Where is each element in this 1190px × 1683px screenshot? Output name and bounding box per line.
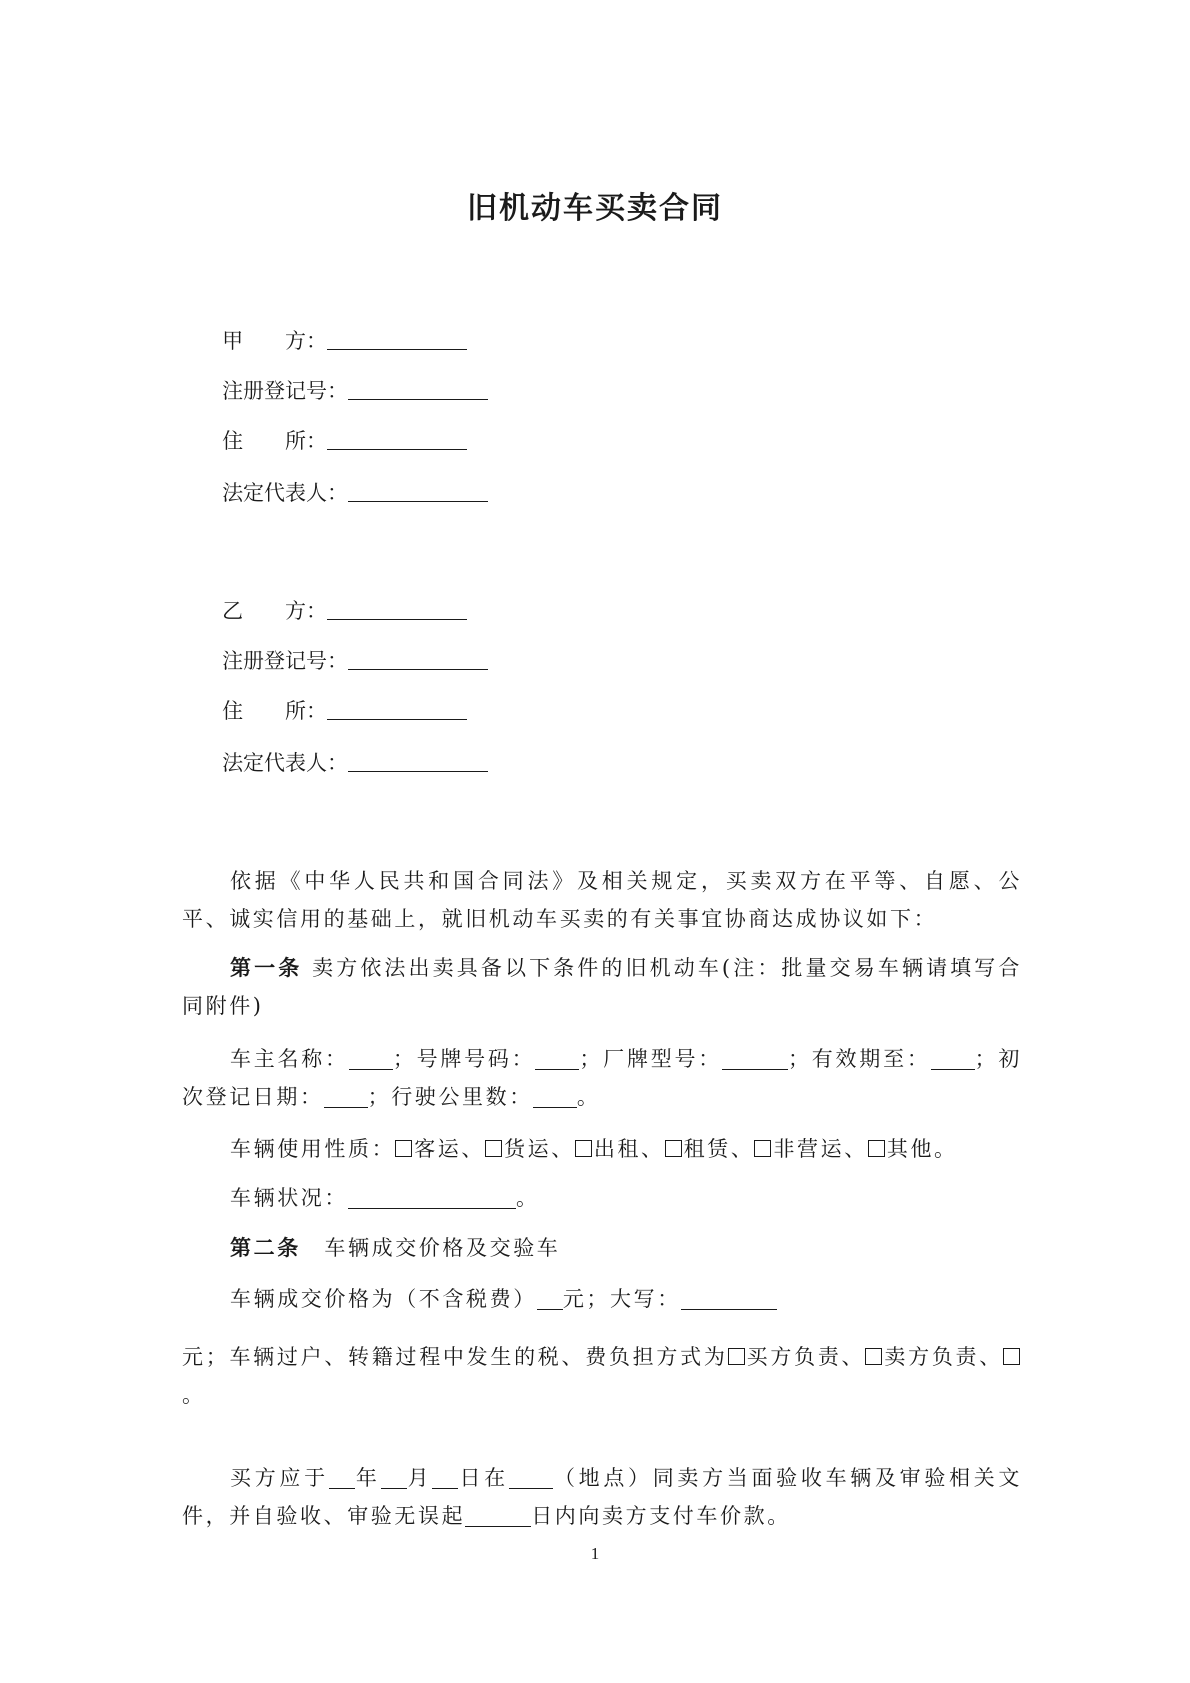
owner-label: 车主名称： [230,1047,349,1071]
price-blank[interactable] [537,1289,563,1310]
usage-checkbox-freight[interactable] [485,1140,502,1157]
article-2-heading-block [182,1229,1022,1267]
condition-blank[interactable] [348,1188,516,1209]
party-b-address-row [182,666,467,723]
first-reg-label: ；初次登记日期： [182,1047,1022,1109]
article-2-heading-paragraph [182,1229,1022,1267]
inspection-block [182,1459,1022,1535]
inspect-month-blank[interactable] [381,1468,407,1489]
usage-label: 车辆使用性质： [230,1137,396,1161]
inspect-place-blank[interactable] [509,1468,553,1489]
inspection-paragraph [182,1459,1022,1535]
party-b-rep-row [182,718,488,775]
inspect-day-blank[interactable] [432,1468,458,1489]
party-a-reg-label: 注册登记号： [222,379,349,403]
price-paragraph [182,1280,1022,1318]
usage-option-lease: 租赁、 [683,1137,755,1161]
tax-checkbox-other[interactable] [1003,1348,1020,1365]
page-number: 1 [590,1544,600,1563]
tax-paragraph [182,1338,1022,1414]
usage-option-non-commercial: 非营运、 [773,1137,868,1161]
party-b-reg-label: 注册登记号： [222,649,349,673]
valid-label: ；有效期至： [788,1047,931,1071]
mileage-label: ；行驶公里数： [367,1085,533,1109]
document-title: 旧机动车买卖合同 [467,191,723,226]
inspect-day-label: 日在 [458,1466,509,1490]
party-b-address-blank[interactable] [327,697,467,720]
party-a-address-label: 住 所： [222,429,328,453]
party-b-address-label: 住 所： [222,699,328,723]
usage-option-taxi: 出租、 [593,1137,665,1161]
price-block [182,1280,1022,1318]
price-yuan-label: 元；大写： [562,1287,681,1311]
tax-block [182,1338,1022,1414]
vehicle-details-block [182,1040,1022,1116]
party-b-name-row [182,566,467,623]
tax-checkbox-seller[interactable] [865,1348,882,1365]
tax-option-buyer: 买方负责、 [746,1345,866,1369]
plate-blank[interactable] [535,1049,579,1070]
usage-option-freight: 货运、 [504,1137,575,1161]
first-reg-blank[interactable] [324,1087,368,1108]
usage-checkbox-taxi[interactable] [575,1140,592,1157]
condition-block [182,1179,1022,1217]
article-1-heading: 第一条 [230,955,303,980]
usage-paragraph [182,1130,1022,1168]
price-prefix: 车辆成交价格为（不含税费） [230,1287,537,1311]
plate-label: ；号牌号码： [392,1047,536,1071]
usage-block [182,1130,1022,1168]
party-a-rep-row [182,448,488,505]
inspect-year-label: 年 [354,1466,381,1490]
model-label: ；厂牌型号： [579,1047,723,1071]
party-a-address-blank[interactable] [327,427,467,450]
party-a-name-label: 甲 方： [222,329,328,353]
usage-checkbox-other[interactable] [868,1140,885,1157]
party-a-name-row [182,296,467,353]
party-b-name-label: 乙 方： [222,599,328,623]
party-b-rep-label: 法定代表人： [222,751,349,775]
condition-label: 车辆状况： [230,1186,348,1210]
party-a-rep-label: 法定代表人： [222,481,349,505]
intro-paragraph: 依据《中华人民共和国合同法》及相关规定，买卖双方在平等、自愿、公平、诚实信用的基础上，就旧机动车买卖的有关事宜协商达成协议如下： [182,869,1022,931]
inspect-end: 日内向卖方支付车价款。 [531,1504,791,1528]
mileage-blank[interactable] [533,1087,577,1108]
usage-option-other: 其他。 [886,1137,958,1161]
usage-option-passenger: 客运、 [414,1137,486,1161]
article-1-block [182,949,1022,1025]
details-end-mark: 。 [576,1085,601,1109]
article-2-title: 车辆成交价格及交验车 [300,1236,561,1260]
owner-blank[interactable] [349,1049,393,1070]
vehicle-details-paragraph [182,1040,1022,1116]
tax-option-seller: 卖方负责、 [884,1345,1003,1369]
usage-checkbox-passenger[interactable] [395,1140,412,1157]
usage-checkbox-non-commercial[interactable] [754,1140,771,1157]
condition-end: 。 [516,1186,540,1210]
inspect-prefix: 买方应于 [230,1466,329,1490]
party-a-rep-blank[interactable] [348,479,488,502]
inspect-days-blank[interactable] [465,1506,531,1527]
party-a-address-row [182,396,467,453]
party-b-rep-blank[interactable] [348,749,488,772]
model-blank[interactable] [722,1049,788,1070]
usage-checkbox-lease[interactable] [665,1140,682,1157]
article-1-paragraph [182,949,1022,1025]
condition-paragraph [182,1179,1022,1217]
inspect-month-label: 月 [406,1466,433,1490]
inspect-year-blank[interactable] [329,1468,355,1489]
article-2-heading: 第二条 [230,1235,301,1260]
price-words-blank[interactable] [681,1289,777,1310]
intro-block [182,862,1022,938]
article-1-text: 卖方依法出卖具备以下条件的旧机动车(注：批量交易车辆请填写合同附件) [182,956,1022,1018]
tax-checkbox-buyer[interactable] [728,1348,745,1365]
party-a-reg-row [182,346,488,403]
inspect-place-text: （地点）同卖方当面验收车辆及审验相关文件，并自验收、审验无误起 [182,1466,1023,1528]
valid-blank[interactable] [931,1049,975,1070]
party-b-reg-row [182,616,488,673]
tax-line: 元；车辆过户、转籍过程中发生的税、费负担方式为 [182,1345,728,1369]
tax-end: 。 [182,1383,206,1407]
